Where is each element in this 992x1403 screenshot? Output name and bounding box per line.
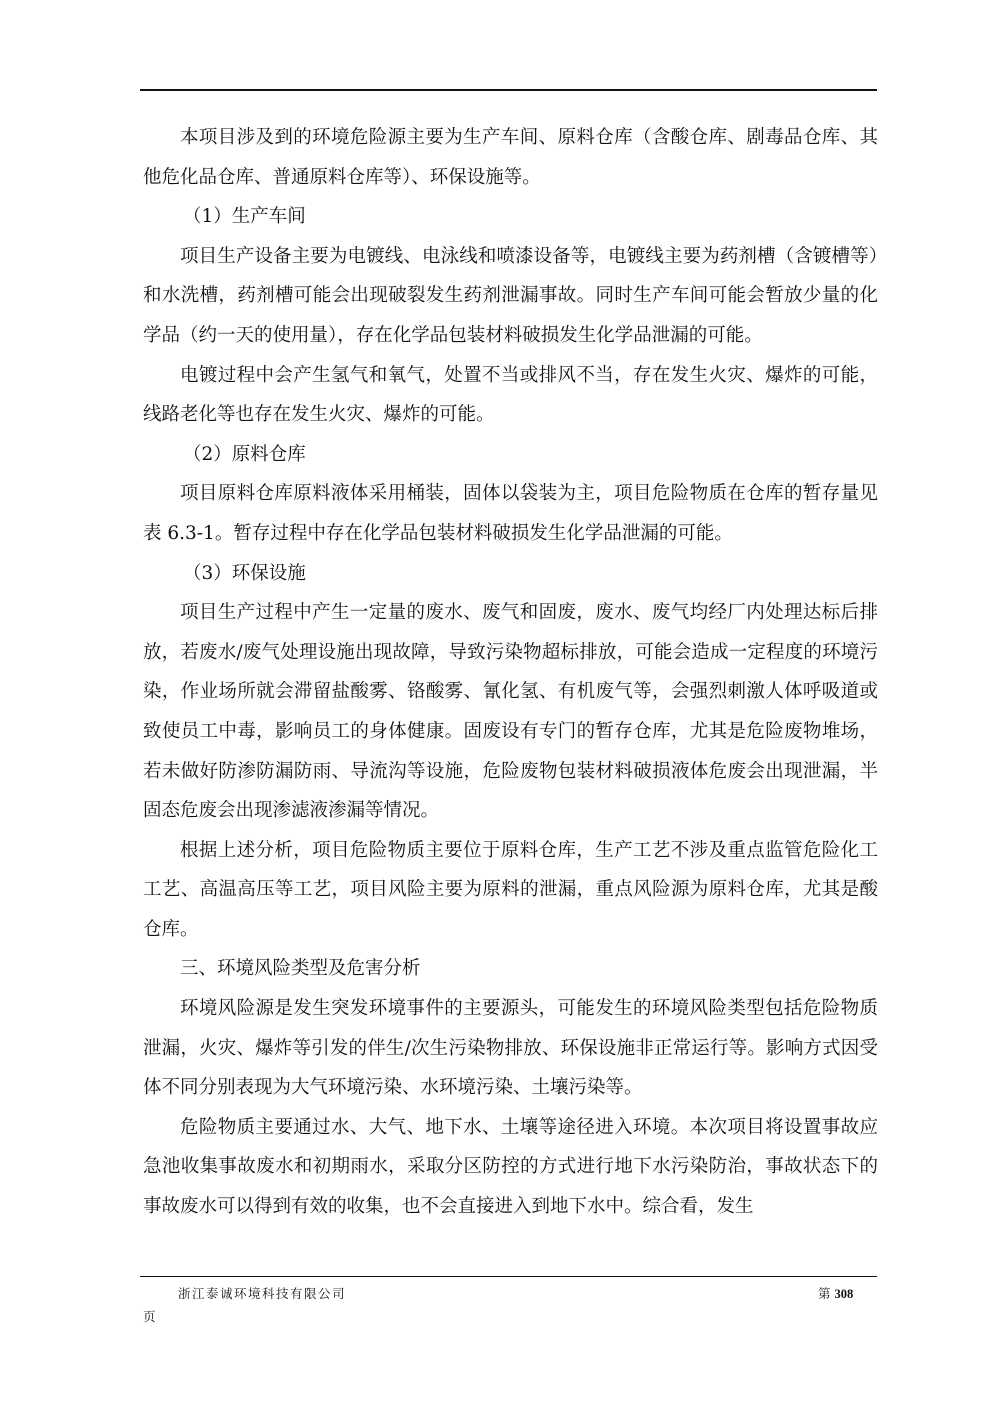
- section-heading: （3）环保设施: [183, 562, 306, 584]
- body-text: [143, 118, 878, 1227]
- page-suffix: 页: [143, 1309, 156, 1324]
- footer-company: 浙江泰诚环境科技有限公司: [178, 1286, 347, 1301]
- paragraph: 危险物质主要通过水、大气、地下水、土壤等途径进入环境。本次项目将设置事故应急池收集事故废水和初期雨水，采取分区防控的方式进行地下水污染防治，事故状态下的事故废水可以得到有效的收集，也不会直接进入到地下水中。综合看，发生: [143, 1116, 878, 1218]
- paragraph: 项目生产设备主要为电镀线、电泳线和喷漆设备等，电镀线主要为药剂槽（含镀槽等）和水洗槽，药剂槽可能会出现破裂发生药剂泄漏事故。同时生产车间可能会暂放少量的化学品（约一天的使用量），存在化学品包装材料破损发生化学品泄漏的可能。: [143, 245, 878, 346]
- paragraph: 根据上述分析，项目危险物质主要位于原料仓库，生产工艺不涉及重点监管危险化工工艺、高温高压等工艺，项目风险主要为原料的泄漏，重点风险源为原料仓库，尤其是酸仓库。: [143, 839, 878, 940]
- paragraph: 本项目涉及到的环境危险源主要为生产车间、原料仓库（含酸仓库、剧毒品仓库、其他危化品仓库、普通原料仓库等）、环保设施等。: [143, 127, 878, 188]
- footer-rule: [140, 1276, 877, 1277]
- page-number: 308: [834, 1287, 854, 1301]
- header-rule: [140, 89, 877, 91]
- chapter-heading: 三、环境风险类型及危害分析: [180, 958, 421, 980]
- paragraph: 电镀过程中会产生氢气和氧气，处置不当或排风不当，存在发生火灾、爆炸的可能，线路老化等也存在发生火灾、爆炸的可能。: [143, 364, 878, 426]
- section-heading: （1）生产车间: [183, 206, 306, 228]
- page-prefix: 第: [818, 1286, 831, 1301]
- paragraph: 项目原料仓库原料液体采用桶装，固体以袋装为主，项目危险物质在仓库的暂存量见表 6.3-1。暂存过程中存在化学品包装材料破损发生化学品泄漏的可能。: [143, 483, 878, 544]
- footer-page: [818, 1284, 853, 1302]
- paragraph: 项目生产过程中产生一定量的废水、废气和固废，废水、废气均经厂内处理达标后排放，若废水/废气处理设施出现故障，导致污染物超标排放，可能会造成一定程度的环境污染，作业场所就会滞留盐酸雾、铬酸雾、氰化氢、有机废气等，会强烈刺激人体呼吸道或致使员工中毒，影响员工的身体健康。固废设有专门的暂存仓库，尤其是危险废物堆场，若未做好防渗防漏防雨、导流沟等设施，危险废物包装材料破损液体危废会出现泄漏，半固态危废会出现渗滤液渗漏等情况。: [143, 602, 878, 822]
- paragraph: 环境风险源是发生突发环境事件的主要源头，可能发生的环境风险类型包括危险物质泄漏，火灾、爆炸等引发的伴生/次生污染物排放、环保设施非正常运行等。影响方式因受体不同分别表现为大气环境污染、水环境污染、土壤污染等。: [143, 998, 878, 1099]
- section-heading: （2）原料仓库: [183, 443, 306, 465]
